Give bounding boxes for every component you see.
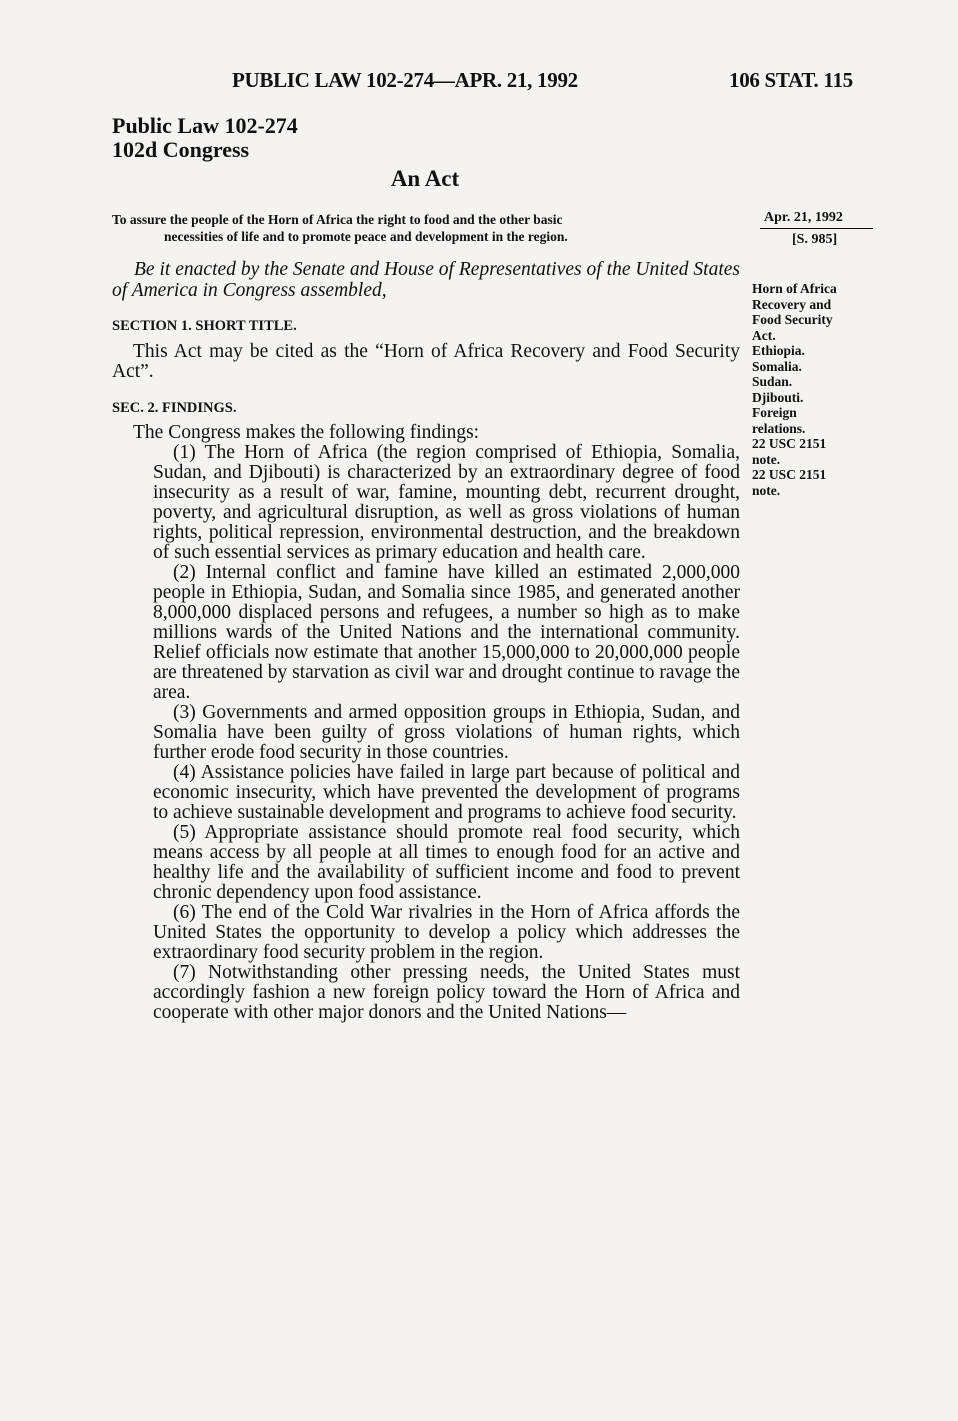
running-header-title: PUBLIC LAW 102-274—APR. 21, 1992 (232, 68, 578, 92)
margin-note: Foreign (752, 405, 797, 420)
finding-item: (6) The end of the Cold War rivalries in the Horn of Africa affords the United States the opportunity to develop a policy which addresses the extraordinary food security problem in the region. (153, 902, 740, 963)
law-identifier (112, 114, 298, 162)
finding-item: (2) Internal conflict and famine have killed an estimated 2,000,000 people in Ethiopia, Sudan, and Somalia since 1985, and generated another 8,000,000 displaced persons and refugees, a number so high as to make millions wards of the United Nations and the international community. Relief officials now estimate that another 15,000,000 to 20,000,000 people are threatened by starvation as civil war and drought continue to ravage the area. (153, 562, 740, 703)
finding-item: (3) Governments and armed opposition groups in Ethiopia, Sudan, and Somalia have been guilty of gross violations of human rights, which further erode food security in those countries. (153, 702, 740, 763)
finding-item: (4) Assistance policies have failed in large part because of political and economic insecurity, which have prevented the development of programs to achieve sustainable development and programs to achieve food security. (153, 762, 740, 823)
margin-note: Sudan. (752, 374, 793, 389)
enacting-clause: Be it enacted by the Senate and House of Representatives of the United States of America in Congress assembled, (112, 259, 740, 301)
margin-note: Horn of Africa (752, 281, 837, 296)
margin-note: 22 USC 2151 (752, 467, 827, 482)
margin-note: Recovery and (752, 296, 832, 312)
section-2-heading: SEC. 2. FINDINGS. (112, 400, 237, 416)
margin-note: Ethiopia. (752, 343, 805, 358)
act-title: An Act (390, 166, 460, 191)
section-1-text: This Act may be cited as the “Horn of Africa Recovery and Food Security Act”. (112, 341, 740, 382)
margin-note: 22 USC 2151 (752, 436, 827, 451)
findings-intro: The Congress makes the following findings: (133, 422, 480, 443)
purpose-line-1: To assure the people of the Horn of Africa the right to food and the other basic (112, 212, 563, 227)
statutes-at-large-citation: 106 STAT. 115 (729, 68, 853, 92)
margin-notes (752, 281, 862, 498)
findings-list (153, 443, 740, 1023)
finding-item: (5) Appropriate assistance should promote real food security, which means access by all people at all times to enough food for an active and healthy life and the availability of sufficient income and food to prevent chronic dependency upon food assistance. (153, 822, 740, 903)
margin-note: Somalia. (752, 358, 802, 374)
section-1-heading: SECTION 1. SHORT TITLE. (112, 318, 297, 334)
margin-note: Food Security (752, 312, 833, 327)
public-law-number: Public Law 102-274 (112, 113, 298, 138)
margin-note: Act. (752, 327, 776, 343)
margin-note: note. (752, 482, 781, 498)
bill-number: [S. 985] (792, 232, 838, 247)
finding-item: (1) The Horn of Africa (the region comprised of Ethiopia, Somalia, Sudan, and Djibouti) is characterized by an extraordinary degree of food insecurity as a result of war, famine, mounting debt, recurrent drought, poverty, and agricultural disruption, as well as gross violations of human rights, political repression, environmental destruction, and the breakdown of such essential services as primary education and health care. (153, 442, 740, 563)
margin-note: relations. (752, 420, 806, 436)
purpose-line-2: necessities of life and to promote peace and development in the region. (164, 229, 568, 244)
finding-item: (7) Notwithstanding other pressing needs, the United States must accordingly fashion a new foreign policy toward the Horn of Africa and cooperate with other major donors and the United Nations— (153, 962, 740, 1023)
margin-note: Djibouti. (752, 389, 804, 405)
act-purpose (112, 211, 744, 245)
margin-note: note. (752, 451, 781, 467)
enactment-date: Apr. 21, 1992 (760, 209, 873, 229)
enactment-date-block (760, 209, 873, 248)
congress-number: 102d Congress (112, 137, 250, 162)
